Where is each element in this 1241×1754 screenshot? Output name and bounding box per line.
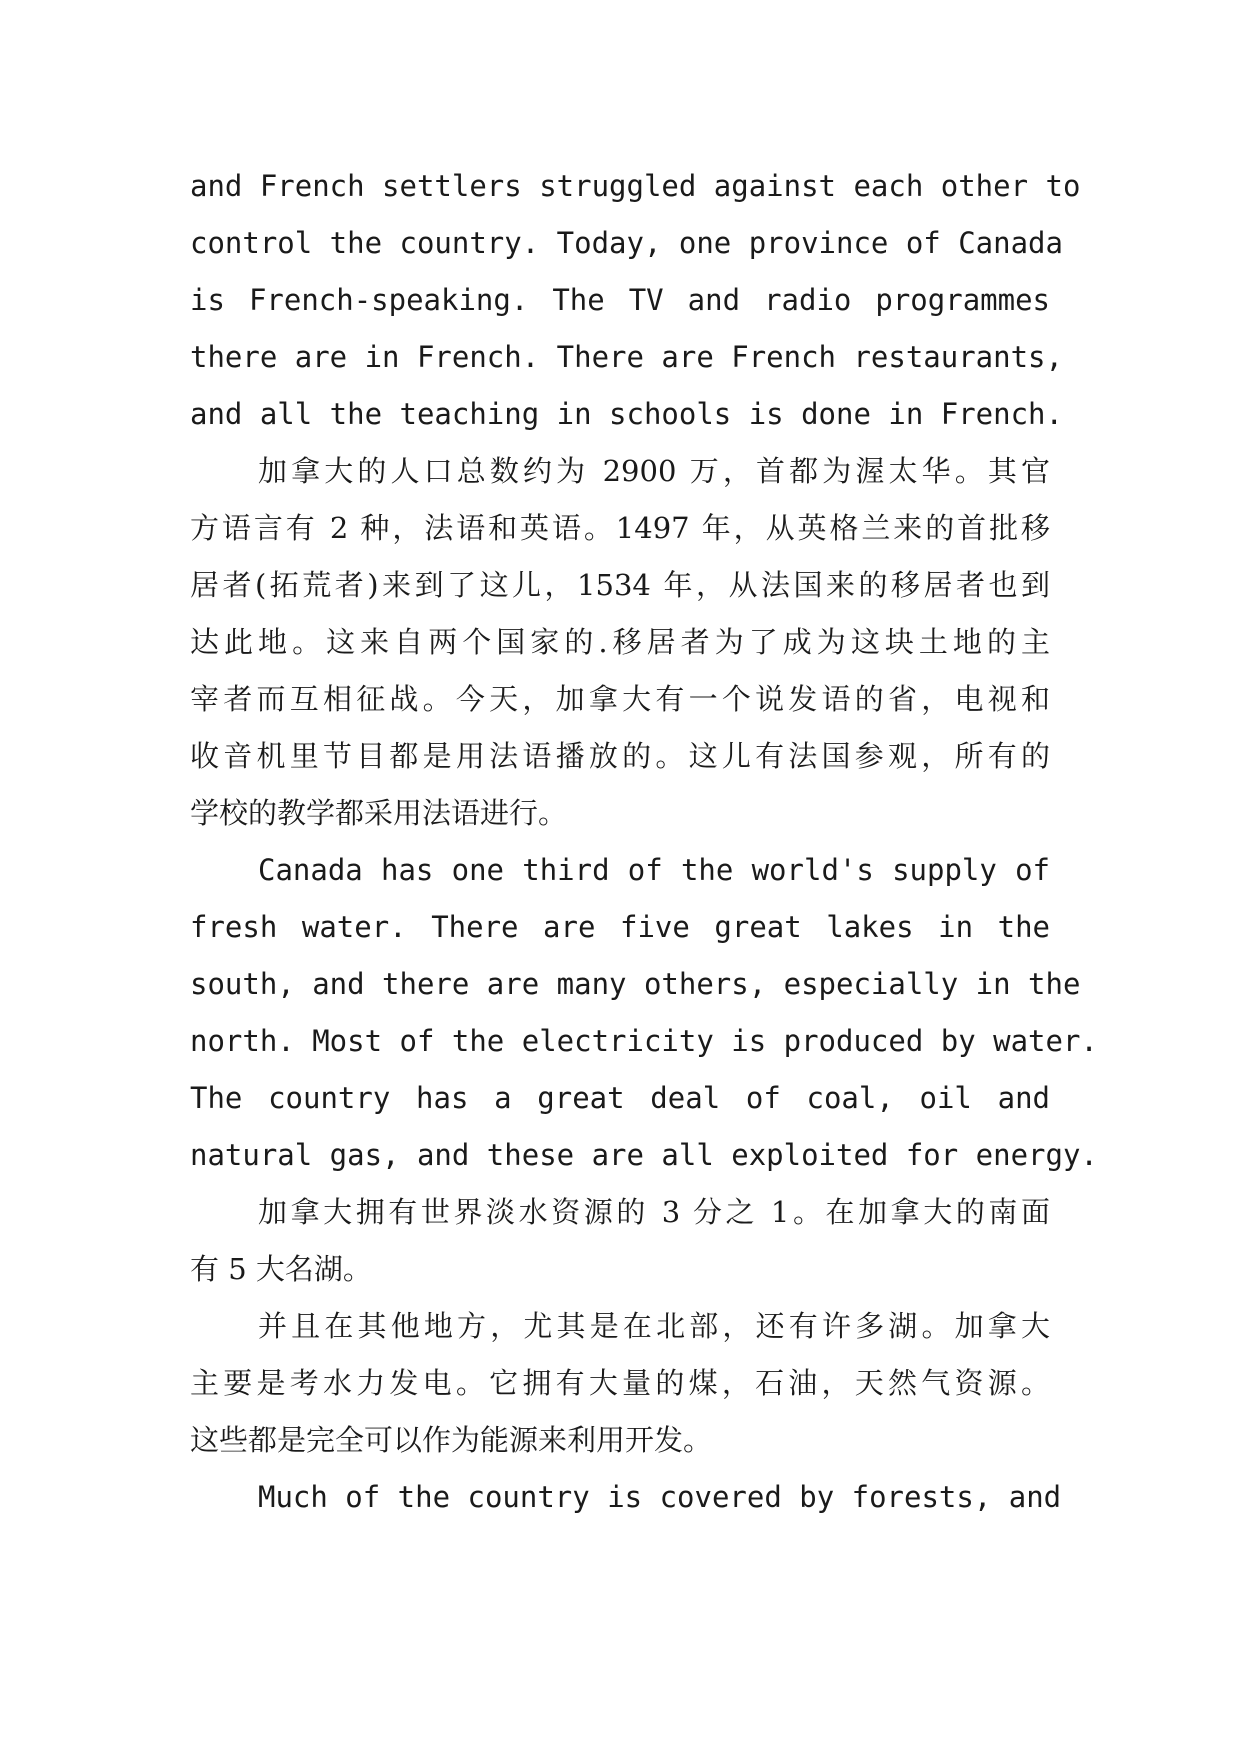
- text-line: 并且在其他地方，尤其是在北部，还有许多湖。加拿大: [258, 1309, 1050, 1343]
- text-line: natural gas, and these are all exploited for energy.: [190, 1138, 1098, 1172]
- text-line: is French-speaking. The TV and radio programmes: [190, 283, 1050, 317]
- text-line: Canada has one third of the world's supply of: [258, 853, 1050, 887]
- text-line: Much of the country is covered by forests, and: [258, 1480, 1062, 1514]
- text-line: north. Most of the electricity is produced by water.: [190, 1024, 1098, 1058]
- text-line: and French settlers struggled against each other to: [190, 169, 1081, 203]
- text-line: 居者(拓荒者)来到了这儿，1534 年，从法国来的移居者也到: [190, 568, 1050, 602]
- text-line: and all the teaching in schools is done in French.: [190, 397, 1063, 431]
- text-line: there are in French. There are French restaurants,: [190, 340, 1063, 374]
- text-line: 收音机里节目都是用法语播放的。这儿有法国参观，所有的: [190, 739, 1050, 773]
- text-line: 加拿大的人口总数约为 2900 万，首都为渥太华。其官: [258, 454, 1050, 488]
- text-line: control the country. Today, one province of Canada: [190, 226, 1063, 260]
- text-line: 主要是考水力发电。它拥有大量的煤，石油，天然气资源。: [190, 1366, 1050, 1400]
- text-line: fresh water. There are five great lakes in the: [190, 910, 1050, 944]
- text-line: 学校的教学都采用法语进行。: [190, 796, 568, 830]
- text-line: 有 5 大名湖。: [190, 1252, 372, 1286]
- text-line: 宰者而互相征战。今天，加拿大有一个说发语的省，电视和: [190, 682, 1050, 716]
- text-line: The country has a great deal of coal, oil and: [190, 1081, 1050, 1115]
- text-line: 达此地。这来自两个国家的.移居者为了成为这块土地的主: [190, 625, 1050, 659]
- text-line: 加拿大拥有世界淡水资源的 3 分之 1。在加拿大的南面: [258, 1195, 1050, 1229]
- text-line: south, and there are many others, especially in the: [190, 967, 1081, 1001]
- text-line: 方语言有 2 种，法语和英语。1497 年，从英格兰来的首批移: [190, 511, 1050, 545]
- text-line: 这些都是完全可以作为能源来利用开发。: [190, 1423, 713, 1457]
